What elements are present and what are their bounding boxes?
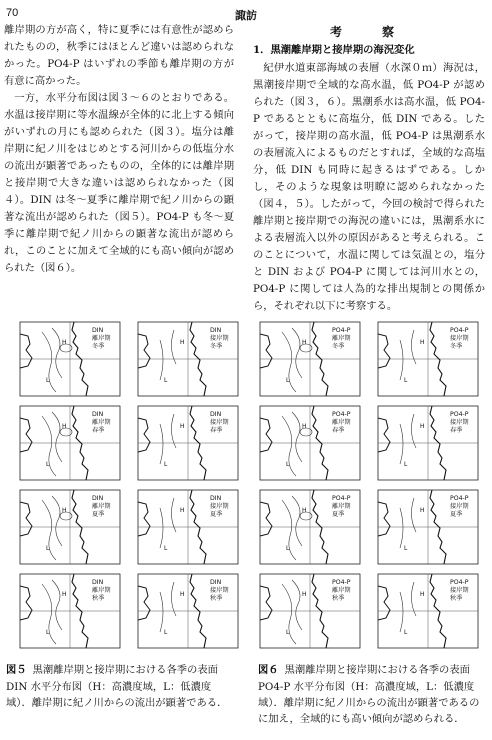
map-panel — [370, 320, 481, 402]
figure-5-caption — [6, 662, 232, 711]
svg-text:L: L — [286, 377, 290, 384]
panel-label-line: PO4-P — [450, 579, 469, 586]
svg-text:H: H — [62, 507, 67, 514]
map-panel — [370, 488, 481, 570]
map-graphic — [130, 488, 241, 570]
panel-label-line: PO4-P — [450, 495, 469, 502]
panel-label-line: 接岸期 — [450, 587, 469, 594]
svg-text:L: L — [286, 545, 290, 552]
svg-text:L: L — [286, 461, 290, 468]
map-panel — [252, 488, 363, 570]
right-column — [253, 22, 485, 315]
panel-label-line: DIN — [92, 411, 104, 418]
map-graphic — [370, 488, 481, 570]
map-graphic — [252, 404, 363, 486]
page-header — [0, 4, 492, 22]
panel-label-line: 離岸期 — [332, 419, 351, 426]
map-panel — [130, 488, 241, 570]
panel-label-line: DIN — [92, 495, 104, 502]
svg-text:L: L — [404, 377, 408, 384]
panel-label-line: 接岸期 — [450, 419, 469, 426]
map-graphic — [130, 320, 241, 402]
map-graphic — [252, 488, 363, 570]
svg-text:H: H — [62, 591, 67, 598]
map-panel — [130, 404, 241, 486]
svg-text:L: L — [164, 461, 168, 468]
svg-text:L: L — [286, 629, 290, 636]
svg-text:H: H — [302, 507, 307, 514]
map-graphic — [12, 572, 123, 654]
svg-text:L: L — [404, 461, 408, 468]
svg-text:H: H — [420, 591, 425, 598]
panel-label-line: 秋季 — [92, 595, 105, 602]
panel-label-line: DIN — [210, 579, 222, 586]
svg-text:L: L — [46, 629, 50, 636]
panel-label-line: DIN — [92, 579, 104, 586]
figure-number: 図５ — [6, 665, 27, 676]
panel-label-line: 春季 — [332, 427, 345, 434]
map-graphic — [130, 572, 241, 654]
caption-text: 黒潮離岸期と接岸期における各季の表面 PO4-P 水平分布図（H：高濃度域，L：低濃度域）．離岸期に紀ノ川からの流出が顕著であるのに加え，全域的にも高い傾向が認められる． — [258, 664, 480, 725]
svg-text:H: H — [180, 591, 185, 598]
svg-text:L: L — [46, 377, 50, 384]
map-graphic — [370, 572, 481, 654]
map-graphic — [12, 320, 123, 402]
svg-text:H: H — [302, 339, 307, 346]
panel-label-line: 夏季 — [210, 511, 223, 518]
svg-text:L: L — [164, 377, 168, 384]
svg-text:L: L — [46, 545, 50, 552]
panel-label-line: 接岸期 — [210, 419, 229, 426]
panel-label-line: 離岸期 — [332, 587, 351, 594]
map-panel — [12, 320, 123, 402]
map-panel — [12, 488, 123, 570]
map-graphic — [370, 404, 481, 486]
body-paragraph: 離岸期の方が高く，特に夏季には有意性が認められたものの，秋季にはほとんど違いは認められなかった。PO4-P はいずれの季節も離岸期の方が有意に高かった。 — [4, 24, 234, 87]
section-title: 考 察 — [329, 25, 408, 39]
panel-label-line: 春季 — [450, 427, 463, 434]
svg-text:H: H — [180, 423, 185, 430]
svg-text:H: H — [180, 339, 185, 346]
panel-label-line: 春季 — [92, 427, 105, 434]
map-graphic — [252, 320, 363, 402]
running-author: 諏訪 — [235, 9, 257, 22]
panel-label-line: 秋季 — [210, 595, 223, 602]
svg-text:H: H — [420, 339, 425, 346]
panel-label-line: 接岸期 — [210, 587, 229, 594]
panel-label-line: 冬季 — [332, 343, 345, 350]
panel-label-line: 夏季 — [92, 511, 105, 518]
figure-5-panels — [12, 320, 244, 660]
svg-text:H: H — [62, 423, 67, 430]
panel-label-line: PO4-P — [332, 579, 351, 586]
panel-label-line: PO4-P — [332, 495, 351, 502]
svg-text:L: L — [164, 545, 168, 552]
panel-label-line: 離岸期 — [332, 335, 351, 342]
map-panel — [252, 320, 363, 402]
panel-label-line: DIN — [210, 411, 222, 418]
map-panel — [370, 572, 481, 654]
panel-label-line: 離岸期 — [92, 419, 111, 426]
panel-label-line: 離岸期 — [92, 587, 111, 594]
panel-label-line: 冬季 — [450, 343, 463, 350]
panel-label-line: PO4-P — [332, 327, 351, 334]
body-paragraph: 紀伊水道東部海域の表層（水深０ｍ）海況は，黒潮接岸期で全域的な高水温，低 PO4-P が認められた（図３，６）。黒潮系水は高水温，低 PO4-P であるとともに高塩分，低 DIN である。したがって，接岸期の高水温，低 PO4-P は黒潮系水の表層流入によるものだとすれば，全域的な高塩分，低 DIN も同時に起きるはずである。しかし，そのような現象は明瞭に認められなかった（図４，５）。したがって，今回の検討で得られた離岸期と接岸期での海況の違いには，黒潮系水による表層流入以外の原因があると考えられる。このことについて，水温に関しては気温との，塩分と DIN および PO4-P に関しては河川水との，PO4-P に関しては人為的な排出規制との関係から，それぞれ以下に考察する。 — [253, 62, 485, 312]
map-panel — [130, 572, 241, 654]
map-panel — [130, 320, 241, 402]
panel-label-line: PO4-P — [450, 411, 469, 418]
panel-label-line: 離岸期 — [92, 503, 111, 510]
map-graphic — [252, 572, 363, 654]
map-graphic — [12, 488, 123, 570]
panel-label-line: DIN — [210, 495, 222, 502]
svg-text:H: H — [420, 507, 425, 514]
panel-label-line: 夏季 — [332, 511, 345, 518]
map-graphic — [130, 404, 241, 486]
panel-label-line: DIN — [210, 327, 222, 334]
panel-label-line: 接岸期 — [450, 503, 469, 510]
panel-label-line: DIN — [92, 327, 104, 334]
map-panel — [252, 572, 363, 654]
left-column — [4, 22, 234, 277]
svg-text:L: L — [164, 629, 168, 636]
svg-text:H: H — [302, 591, 307, 598]
panel-label-line: 接岸期 — [450, 335, 469, 342]
svg-text:H: H — [420, 423, 425, 430]
svg-text:L: L — [404, 629, 408, 636]
map-panel — [252, 404, 363, 486]
page-number: 70 — [6, 7, 19, 19]
map-panel — [12, 572, 123, 654]
figure-6-panels — [252, 320, 484, 660]
panel-label-line: 夏季 — [450, 511, 463, 518]
panel-label-line: 冬季 — [92, 343, 105, 350]
panel-label-line: 接岸期 — [210, 335, 229, 342]
svg-text:H: H — [302, 423, 307, 430]
svg-text:H: H — [180, 507, 185, 514]
map-graphic — [12, 404, 123, 486]
panel-label-line: 秋季 — [332, 595, 345, 602]
panel-label-line: 春季 — [210, 427, 223, 434]
panel-label-line: 冬季 — [210, 343, 223, 350]
subsection-title: 1．黒潮離岸期と接岸期の海況変化 — [253, 44, 415, 56]
panel-label-line: 離岸期 — [332, 503, 351, 510]
figure-number: 図６ — [258, 665, 279, 676]
panel-label-line: 接岸期 — [210, 503, 229, 510]
body-paragraph: 一方，水平分布図は図３～６のとおりである。水温は接岸期に等水温線が全体的に北上する傾向がいずれの月にも認められた（図３）。塩分は離岸期に紀ノ川をはじめとする河川からの低塩分水の流出が顕著であったものの，全体的には離岸期と接岸期で大きな違いは認められなかった（図４）。DIN は冬～夏季に離岸期で紀ノ川からの顕著な流出が認められた（図５）。PO4-P も冬～夏季に離岸期で紀ノ川からの顕著な流出が認められ，このことに加えて全域的にも高い傾向が認められた（図６）。 — [4, 92, 234, 274]
panel-label-line: PO4-P — [450, 327, 469, 334]
figure-6-caption — [258, 662, 484, 727]
panel-label-line: 秋季 — [450, 595, 463, 602]
map-panel — [12, 404, 123, 486]
panel-label-line: PO4-P — [332, 411, 351, 418]
caption-text: 黒潮離岸期と接岸期における各季の表面 DIN 水平分布図（H：高濃度域，L：低濃度域）．離岸期に紀ノ川からの流出が顕著である． — [6, 664, 228, 709]
map-graphic — [370, 320, 481, 402]
svg-text:H: H — [62, 339, 67, 346]
svg-text:L: L — [404, 545, 408, 552]
svg-text:L: L — [46, 461, 50, 468]
map-panel — [370, 404, 481, 486]
panel-label-line: 離岸期 — [92, 335, 111, 342]
